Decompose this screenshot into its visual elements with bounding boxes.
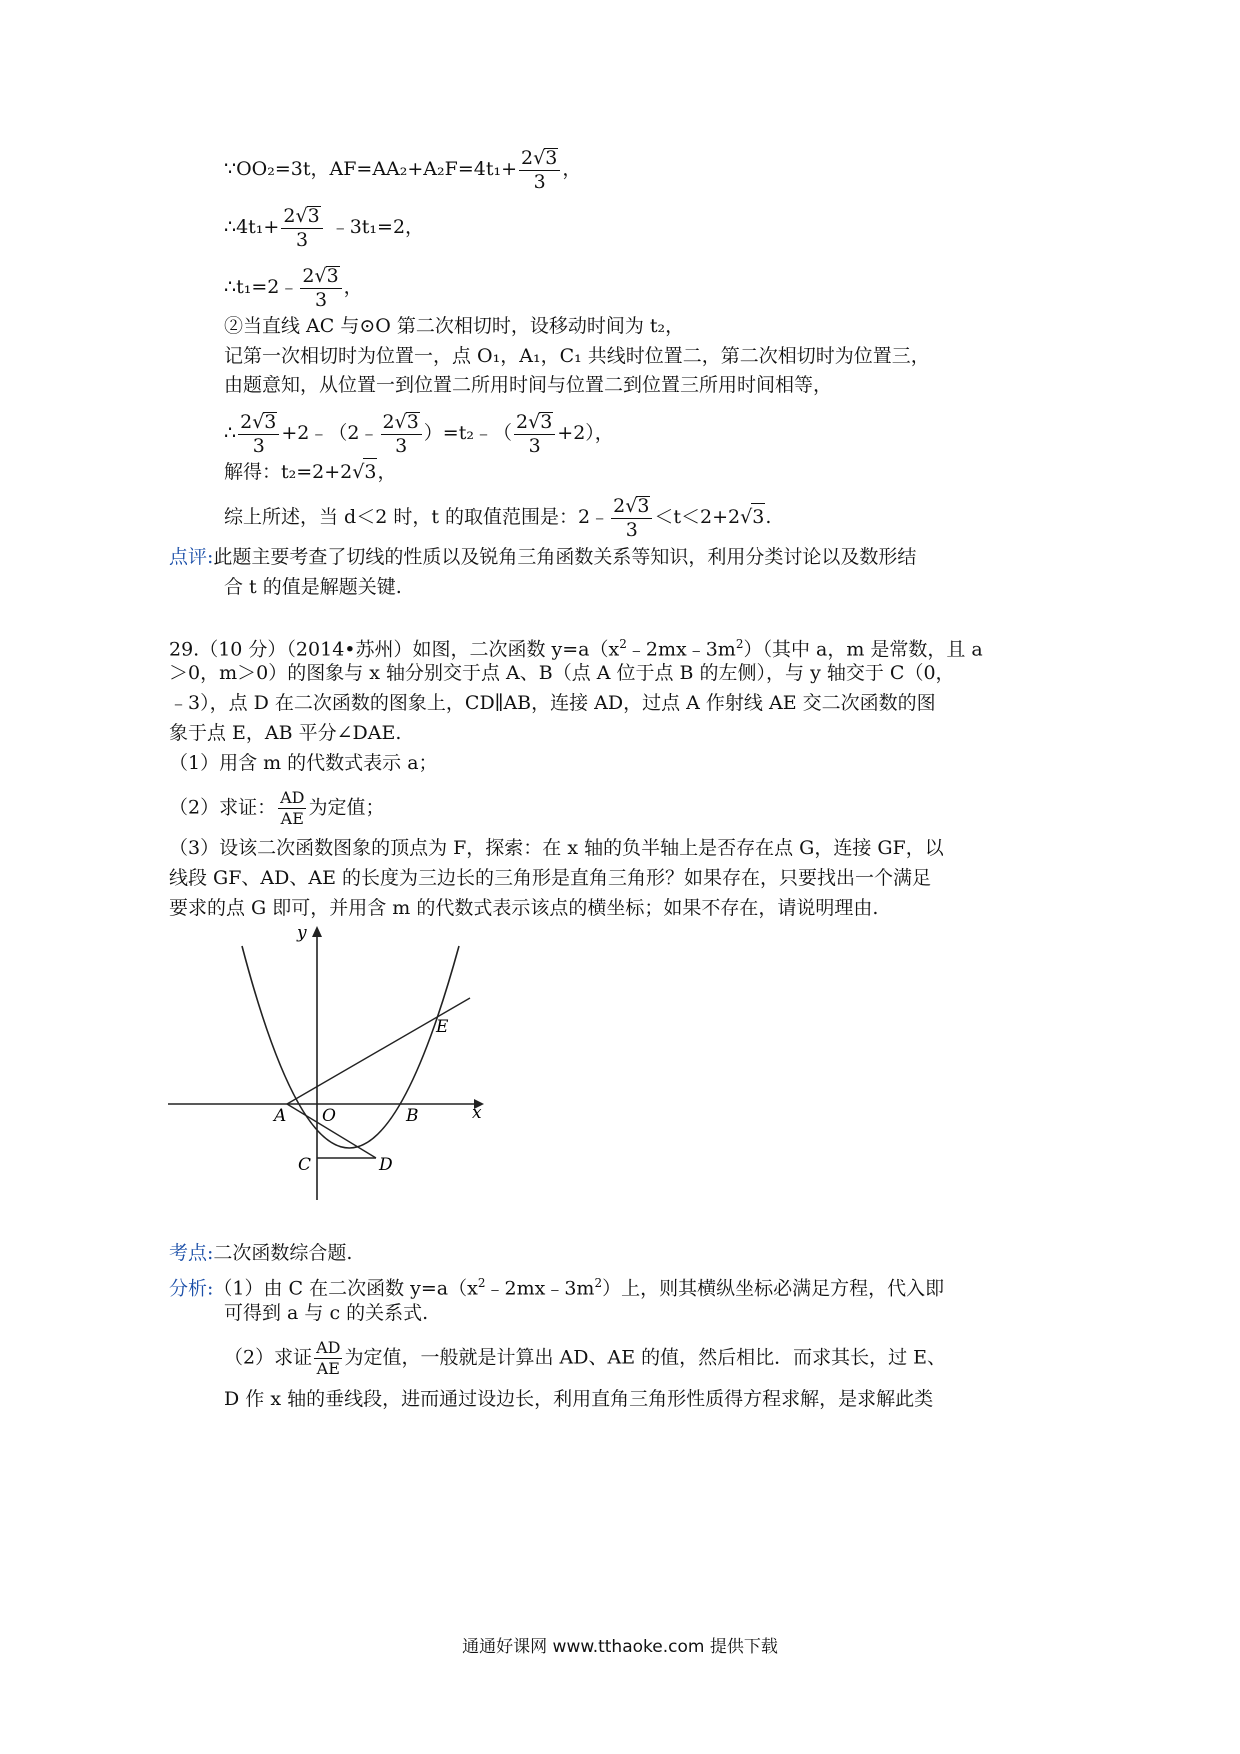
ray-ae bbox=[287, 998, 470, 1104]
solution-line-4: ②当直线 AC 与⊙O 第二次相切时，设移动时间为 t₂， bbox=[224, 315, 685, 337]
kaodian-line: 考点:二次函数综合题. bbox=[169, 1242, 353, 1264]
label-b: B bbox=[406, 1106, 419, 1126]
fraction: $\frac{2√3}{3}$ bbox=[514, 412, 555, 456]
label-o: O bbox=[322, 1106, 336, 1126]
solution-line-9: 综上所述，当 d＜2 时，t 的取值范围是：2﹣ $\frac{2√3}{3}$ ＜t＜2+2√3. bbox=[224, 495, 772, 541]
problem-line-3: ﹣3），点 D 在二次函数的图象上，CD∥AB，连接 AD，过点 A 作射线 AE 交二次函数的图 bbox=[169, 692, 936, 714]
fraction: $\frac{2√3}{3}$ bbox=[281, 206, 322, 250]
label-y: y bbox=[297, 923, 307, 943]
question-2: （2）求证： $\frac{AD}{AE}$ 为定值； bbox=[169, 788, 385, 828]
label-e: E bbox=[436, 1017, 449, 1037]
solution-line-5: 记第一次相切时为位置一，点 O₁，A₁，C₁ 共线时位置二，第二次相切时为位置三， bbox=[224, 345, 930, 367]
question-1: （1）用含 m 的代数式表示 a； bbox=[169, 752, 438, 774]
question-3-line-3: 要求的点 G 即可，并用含 m 的代数式表示该点的横坐标；如果不存在，请说明理由. bbox=[169, 897, 879, 919]
fenxi-label: 分析: bbox=[169, 1277, 214, 1300]
comment-line-2: 合 t 的值是解题关键. bbox=[224, 576, 402, 598]
solution-line-7: ∴ $\frac{2√3}{3}$ +2﹣（2﹣ $\frac{2√3}{3}$ ）=t₂﹣（ $\frac{2√3}{3}$ +2）， bbox=[224, 411, 614, 457]
problem-line-4: 象于点 E，AB 平分∠DAE. bbox=[169, 722, 402, 744]
label-d: D bbox=[379, 1155, 393, 1175]
analysis-line-3: （2）求证 $\frac{AD}{AE}$ 为定值，一般就是计算出 AD、AE 的值，然后相比．而求其长，过 E、 bbox=[224, 1338, 947, 1378]
comment-line-1: 点评:此题主要考查了切线的性质以及锐角三角函数关系等知识，利用分类讨论以及数形结 bbox=[169, 546, 917, 568]
fraction: $\frac{2√3}{3}$ bbox=[300, 266, 341, 310]
page-footer: 通通好课网 www.tthaoke.com 提供下载 bbox=[462, 1637, 778, 1657]
y-axis-arrow bbox=[312, 926, 322, 937]
problem-line-1: 29.（10 分）（2014•苏州）如图，二次函数 $y=a(x^2﹣2mx﹣3m^2)$（其中 a，m 是常数，且 a bbox=[169, 637, 983, 661]
label-a: A bbox=[274, 1106, 287, 1126]
analysis-line-1: 分析:（1）由 C 在二次函数 $y=a(x^2﹣2mx﹣3m^2)$上，则其横纵坐标必满足方程，代入即 bbox=[169, 1276, 945, 1300]
parabola-figure bbox=[160, 920, 500, 1210]
label-c: C bbox=[298, 1155, 312, 1175]
solution-line-1: ∵OO₂=3t，AF=AA₂+A₂F=4t₁+ $\frac{2√3}{3}$ ， bbox=[224, 147, 582, 193]
fraction: $\frac{2√3}{3}$ bbox=[611, 496, 652, 540]
fraction: $\frac{AD}{AE}$ bbox=[280, 788, 305, 828]
analysis-line-4: D 作 x 轴的垂线段，进而通过设边长，利用直角三角形性质得方程求解，是求解此类 bbox=[224, 1388, 934, 1410]
solution-line-8: 解得：t₂=2+2√3， bbox=[224, 458, 397, 485]
solution-line-3: ∴t₁=2﹣ $\frac{2√3}{3}$ ， bbox=[224, 265, 363, 311]
fraction: $\frac{2√3}{3}$ bbox=[238, 412, 279, 456]
problem-line-2: ＞0，m＞0）的图象与 x 轴分别交于点 A、B（点 A 位于点 B 的左侧），与 y 轴交于 C（0， bbox=[169, 662, 955, 684]
kaodian-label: 考点: bbox=[169, 1242, 214, 1264]
comment-label: 点评: bbox=[169, 546, 214, 568]
fraction: $\frac{AD}{AE}$ bbox=[316, 1338, 341, 1378]
question-3-line-2: 线段 GF、AD、AE 的长度为三边长的三角形是直角三角形？如果存在，只要找出一个满足 bbox=[169, 867, 931, 889]
analysis-line-2: 可得到 a 与 c 的关系式. bbox=[224, 1302, 429, 1324]
solution-line-6: 由题意知，从位置一到位置二所用时间与位置二到位置三所用时间相等， bbox=[224, 374, 833, 396]
fraction: $\frac{2√3}{3}$ bbox=[519, 148, 560, 192]
question-3-line-1: （3）设该二次函数图象的顶点为 F，探索：在 x 轴的负半轴上是否存在点 G，连接 GF，以 bbox=[169, 837, 944, 859]
label-x: x bbox=[472, 1103, 482, 1123]
fraction: $\frac{2√3}{3}$ bbox=[381, 412, 422, 456]
solution-line-2: ∴4t₁+ $\frac{2√3}{3}$ ﹣3t₁=2， bbox=[224, 205, 425, 251]
